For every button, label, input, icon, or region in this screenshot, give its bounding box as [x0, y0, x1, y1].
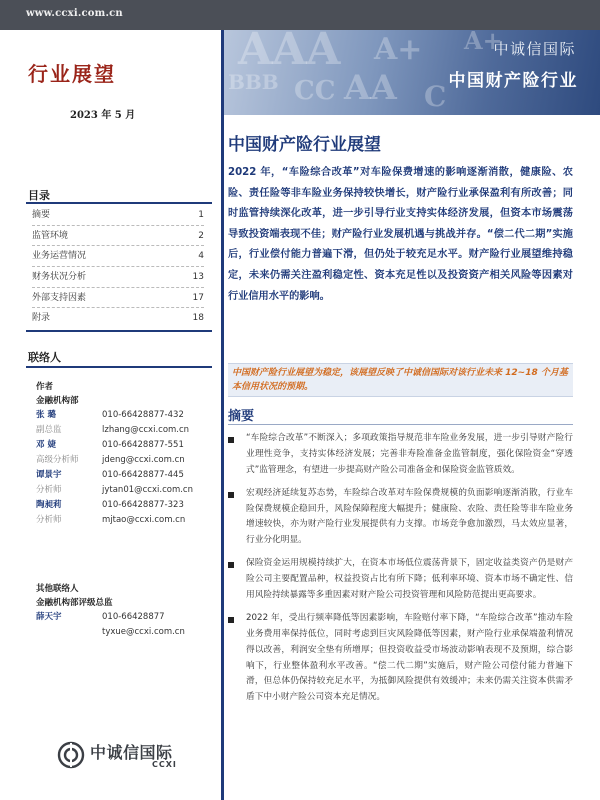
- banner-industry: 中国财产险行业: [448, 71, 578, 91]
- email-link[interactable]: lzhang@ccxi.com.cn: [102, 425, 190, 435]
- contact-row: 陶昶莉 010-66428877-323: [36, 500, 184, 510]
- toc-item[interactable]: 业务运营情况 4: [32, 246, 204, 267]
- list-item: “车险综合改革”不断深入；多项政策指导规范非车险业务发展，进一步引导财产险行业理性竞争，支持实体经济发展；完善非寿险准备金监管制度，强化保险资金“穿透式”监管理念，有望进一步提高财产险公司准备金和保险资金监管质效。: [228, 431, 573, 478]
- toc-item[interactable]: 外部支持因素 17: [32, 288, 204, 309]
- top-bar: [0, 0, 600, 30]
- summary-rule: [228, 424, 573, 425]
- toc-title: 目录: [28, 189, 50, 202]
- other-contacts-label: 其他联络人: [36, 584, 79, 594]
- banner-brand: 中诚信国际: [493, 40, 576, 58]
- authors-label: 作者: [36, 382, 54, 392]
- column-divider: [221, 30, 224, 800]
- contacts-title: 联络人: [28, 351, 61, 364]
- website-url[interactable]: www.ccxi.com.cn: [26, 8, 123, 19]
- toc-item[interactable]: 财务状况分析 13: [32, 267, 204, 288]
- contact-row: 高级分析师 jdeng@ccxi.com.cn: [36, 453, 212, 468]
- contact-row: 薛天宇 010-66428877: [36, 612, 165, 622]
- contact-row: 分析师 jytan01@ccxi.com.cn: [36, 483, 212, 498]
- toc-item[interactable]: 监管环境 2: [32, 226, 204, 247]
- bullet-icon: [228, 437, 234, 443]
- toc-bottom-rule: [26, 330, 212, 332]
- page-title: 中国财产险行业展望: [228, 135, 381, 155]
- list-item: 2022 年，受出行频率降低等因素影响，车险赔付率下降，“车险综合改革”推动车险业务费用率保持低位，同时考虑到巨灾风险降低等因素，财产险行业承保端盈利情况得以改善，利润安全垫有所增厚；但投资收益受市场波动影响表现不及预期，综合影响下，行业整体盈利水平改善。“偿二代二期”实施后，财产险公司偿付能力普遍下滑，但总体仍保持较充足水平，为抵御风险提供有效缓冲；未来仍需关注资本供需矛盾下中小财产险公司资本充足情况。: [228, 611, 573, 706]
- email-link[interactable]: mjtao@ccxi.com.cn: [102, 515, 186, 525]
- email-link[interactable]: jdeng@ccxi.com.cn: [102, 455, 185, 465]
- contact-row: 副总监 lzhang@ccxi.com.cn: [36, 423, 212, 438]
- contacts-rule: [26, 366, 212, 368]
- outlook-callout: 中国财产险行业展望为稳定，该展望反映了中诚信国际对该行业未来 12~18 个月基本信用状况的预期。: [228, 363, 573, 397]
- report-type-title: 行业展望: [28, 62, 116, 86]
- email-link[interactable]: jytan01@ccxi.com.cn: [102, 485, 193, 495]
- summary-title: 摘要: [228, 409, 255, 424]
- company-logo: [56, 734, 206, 774]
- bullet-icon: [228, 562, 234, 568]
- contact-row: 分析师 mjtao@ccxi.com.cn: [36, 513, 212, 528]
- bullet-icon: [228, 617, 234, 623]
- contact-row: 邓 婕 010-66428877-551: [36, 440, 184, 450]
- logo-en: CCXI: [152, 760, 177, 769]
- list-item: 保险资金运用规模持续扩大，在资本市场低位震荡背景下，固定收益类资产仍是财产险公司主要配置品种，权益投资占比有所下降；低利率环境、资本市场不确定性、信用风险持续暴露等多重因素对财产险公司投资管理和风险防范提出更高要求。: [228, 556, 573, 603]
- department-label: 金融机构部评级总监: [36, 598, 113, 608]
- toc-item[interactable]: 附录 18: [32, 313, 204, 324]
- contacts-block: [36, 380, 212, 640]
- contact-row: 谭景宇 010-66428877-445: [36, 470, 184, 480]
- list-item: 宏观经济延续复苏态势，车险综合改革对车险保费规模的负面影响逐渐消散，行业车险保费规模企稳回升，风险保障程度大幅提升；健康险、农险、责任险等非车险业务增速较快，亦为财产险行业发展提供有力支撑。市场竞争愈加激烈，马太效应显著，行业分化明显。: [228, 486, 573, 549]
- bullet-icon: [228, 492, 234, 498]
- logo-mark-icon: [56, 740, 86, 770]
- table-of-contents: [32, 205, 204, 329]
- email-link[interactable]: tyxue@ccxi.com.cn: [102, 627, 185, 637]
- report-date: 2023 年 5 月: [70, 110, 136, 121]
- contact-row: 张 璐 010-66428877-432: [36, 410, 184, 420]
- toc-top-rule: [26, 202, 212, 204]
- lead-paragraph: 2022 年，“车险综合改革”对车险保费增速的影响逐渐消散，健康险、农险、责任险等非车险业务保持较快增长，财产险行业承保盈利有所改善；同时监管持续深化改革，进一步引导行业支持实体经济发展，但资本市场震荡导致投资端表现不佳；财产险行业发展机遇与挑战并存。“偿二代二期”实施后，行业偿付能力普遍下滑，但仍处于较充足水平。财产险行业展望维持稳定，未来仍需关注盈利稳定性、资本充足性以及投资资产相关风险等因素对行业信用水平的影响。: [228, 167, 573, 302]
- header-banner: AAA A+ BBB CC AA C A+ 中诚信国际 中国财产险行业: [224, 30, 600, 115]
- toc-item[interactable]: 摘要 1: [32, 205, 204, 226]
- logo-text: 中诚信国际: [90, 743, 173, 762]
- summary-list: [228, 431, 573, 713]
- department-label: 金融机构部: [36, 396, 79, 406]
- contact-row: [36, 625, 212, 640]
